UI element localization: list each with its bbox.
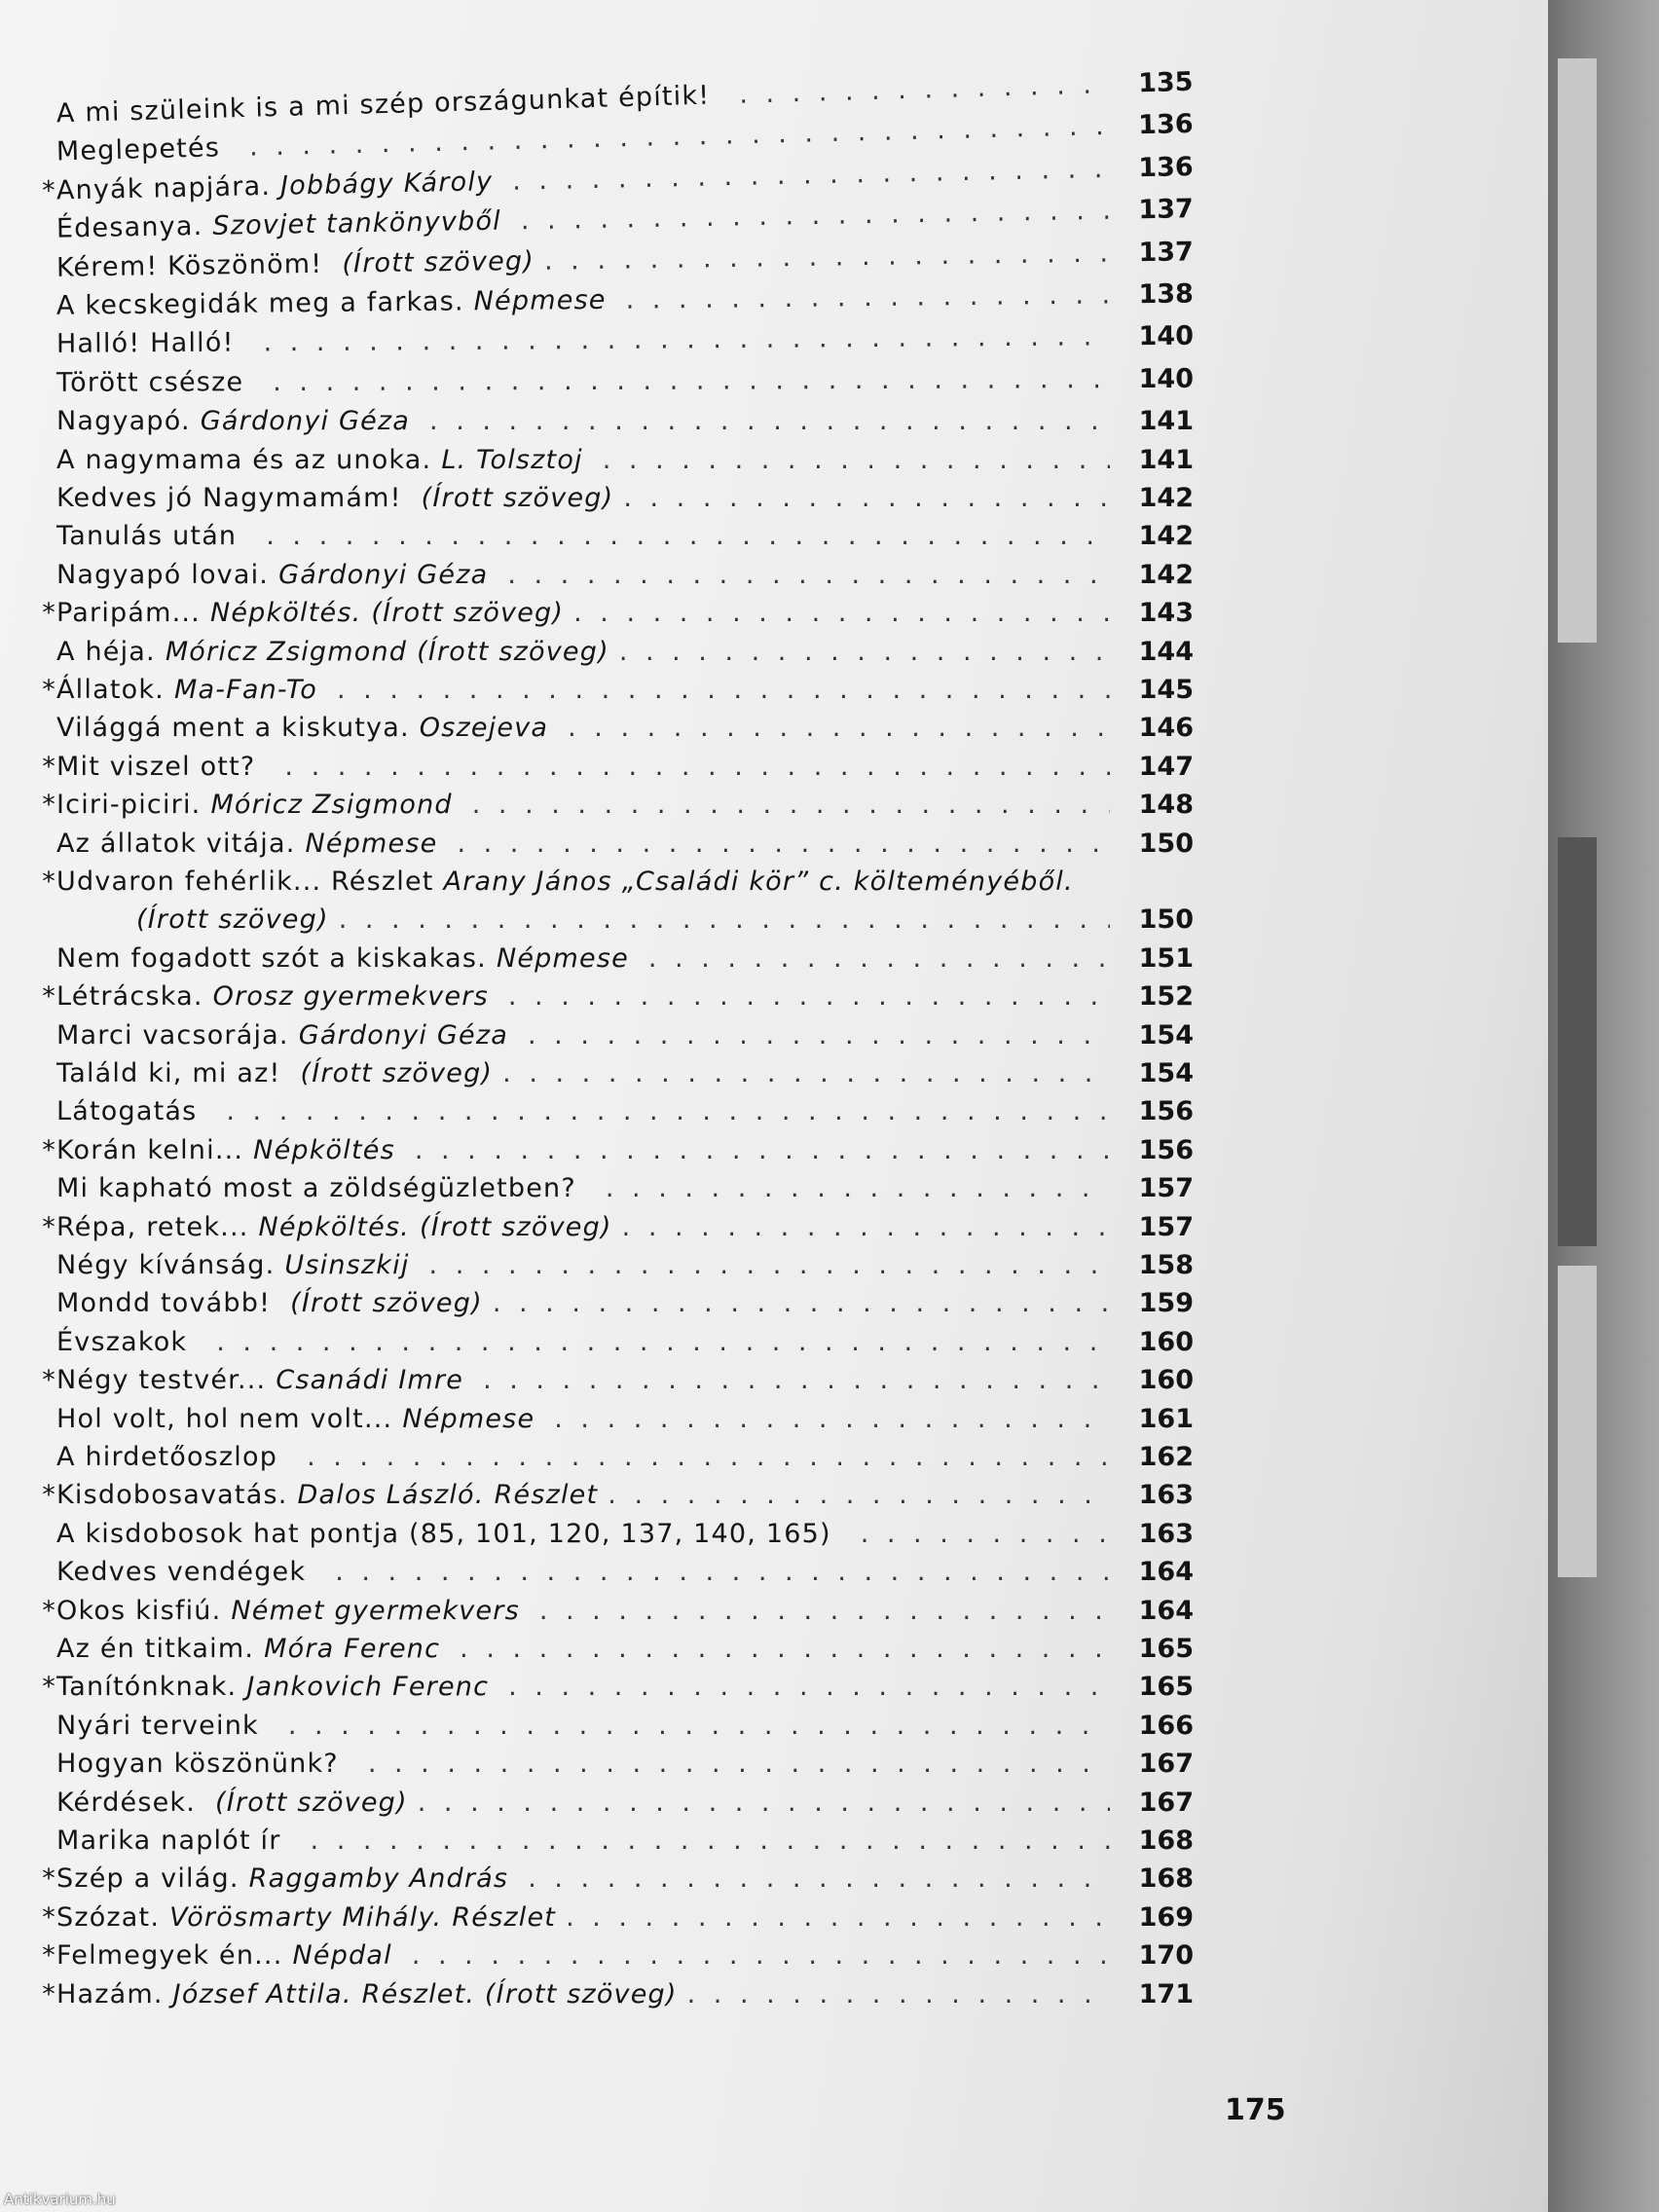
toc-page-number: 160 [1138,1326,1194,1357]
toc-entry [35,1442,1194,1479]
toc-page-number: 154 [1138,1058,1194,1088]
toc-entry [35,560,1194,597]
toc-dot-leader [288,1711,1110,1741]
toc-page-number: 168 [1138,1825,1194,1856]
toc-dot-leader [568,713,1110,743]
toc-dot-leader [368,1749,1110,1779]
toc-page-number: 150 [1138,904,1194,936]
toc-entry [35,1979,1194,2016]
toc-page-number: 167 [1138,1749,1194,1780]
toc-title: Marika naplót ír [56,1825,281,1856]
edge-strip [1558,837,1597,1246]
toc-page-number: 144 [1138,636,1194,667]
toc-author: Vörösmarty Mihály. [169,1901,443,1933]
toc-star-marker: * [42,1978,56,2009]
toc-dot-leader [573,598,1110,628]
toc-page-number: 171 [1138,1978,1194,2009]
toc-page-number: 137 [1138,194,1195,226]
toc-title: Mi kapható most a zöldségüzletben? [56,1173,576,1204]
toc-note: (Írott szöveg) [215,1787,408,1818]
toc-page-number: 152 [1138,981,1194,1013]
toc-page-number: 157 [1138,1173,1194,1204]
toc-author: Népköltés. [209,598,362,629]
toc-entry [35,829,1194,866]
toc-title: Nagyapó lovai. [56,559,270,590]
toc-note: „Családi kör” c. költeményéből. [621,866,1074,897]
toc-dot-leader [273,364,1110,397]
toc-author: Dalos László. [297,1480,485,1511]
toc-star-marker: * [41,175,57,206]
toc-title: Kérem! Köszönöm! [55,248,323,283]
toc-dot-leader [311,1825,1110,1856]
toc-entry [35,1096,1194,1133]
toc-page-number: 142 [1138,559,1194,590]
toc-page-number: 165 [1138,1672,1194,1703]
toc-dot-leader [263,322,1110,358]
toc-star-marker: * [42,1595,56,1626]
toc-dot-leader [226,1096,1110,1126]
toc-dot-leader [335,1557,1110,1587]
toc-note: (Írott szöveg) [419,1211,612,1242]
toc-title: Nem fogadott szót a kiskakas. [56,942,487,974]
toc-dot-leader [429,406,1110,436]
toc-author: L. Tolsztoj [441,444,583,475]
toc-author: Ma-Fan-To [173,675,317,705]
toc-page-number: 142 [1138,483,1194,513]
toc-dot-leader [521,196,1110,237]
toc-entry [35,321,1194,366]
toc-title: Létrácska. [56,981,203,1013]
toc-page-number: 164 [1138,1595,1194,1626]
toc-dot-leader [566,1902,1110,1933]
toc-page-number: 142 [1138,521,1194,552]
toc-title: Találd ki, mi az! [56,1058,281,1088]
edge-strip [1558,1266,1597,1577]
toc-star-marker [35,122,56,123]
toc-title: Kedves jó Nagymamám! [56,483,402,513]
toc-author: Móra Ferenc [264,1634,441,1664]
toc-page-number: 148 [1138,790,1194,821]
toc-author: Népdal [292,1940,392,1972]
toc-title: Hogyan köszönünk? [56,1749,339,1780]
toc-title: A kisdobosok hat pontja (85, 101, 120, 137, 140, 165) [56,1518,831,1549]
toc-page-number: 136 [1137,151,1194,184]
toc-title: Marci vacsorája. [56,1019,289,1051]
toc-dot-leader [619,637,1110,667]
toc-page-number: 141 [1138,406,1194,437]
toc-star-marker: * [42,981,56,1013]
toc-title: Szózat. [56,1901,161,1933]
toc-dot-leader [429,1250,1110,1280]
toc-star-marker: * [42,1365,56,1396]
toc-entry [35,406,1194,443]
toc-title: Látogatás [56,1096,198,1127]
toc-entry [35,1940,1194,1977]
toc-dot-leader [418,1788,1110,1818]
toc-author: Oszejeva [419,713,549,744]
toc-author: Népmese [402,1403,535,1434]
toc-note: (Írott szöveg) [421,483,614,513]
toc-entry [35,904,1194,941]
toc-title: Mit viszel ott? [56,751,256,782]
toc-author: Móricz Zsigmond [165,636,408,667]
toc-page-number: 158 [1138,1250,1194,1280]
toc-entry [35,445,1194,482]
toc-entry [35,713,1194,750]
toc-title: Állatok. [56,675,165,705]
toc-dot-leader [216,1327,1110,1357]
toc-page-number: 150 [1138,828,1194,859]
toc-star-marker: * [42,866,56,897]
toc-title: Répa, retek... [56,1211,249,1242]
toc-note: Részlet. (Írott szöveg) [361,1978,678,2009]
toc-entry [35,1863,1194,1900]
toc-page-number: 170 [1138,1940,1194,1972]
toc-entry [35,1288,1194,1325]
toc-entry [35,483,1194,520]
toc-note: (Írott szöveg) [342,245,535,279]
toc-star-marker: * [42,790,56,821]
toc-page-number: 146 [1138,713,1194,744]
toc-dot-leader [502,1058,1110,1088]
toc-title: Meglepetés [55,132,221,167]
toc-entry [35,1557,1194,1594]
toc-entry [35,1711,1194,1748]
toc-note: (Írott szöveg) [136,904,329,936]
toc-author: Népmese [496,942,629,974]
toc-author: Csanádi Imre [276,1365,464,1396]
toc-page-number: 157 [1138,1211,1194,1242]
toc-dot-leader [648,943,1110,974]
toc-page-number: 136 [1137,109,1194,141]
toc-page-number: 156 [1138,1096,1194,1127]
toc-dot-leader [739,69,1110,110]
toc-page-number: 169 [1138,1901,1194,1933]
toc-title: Tanulás után [56,521,238,552]
toc-title: Halló! Halló! [55,327,235,360]
toc-page-number: 141 [1138,444,1194,475]
page-number: 175 [1225,2093,1286,2127]
toc-entry [35,1327,1194,1364]
toc-author: Usinszkij [284,1250,410,1280]
toc-star-marker: * [42,675,56,705]
toc-page-number: 151 [1138,942,1194,974]
toc-author: Népköltés. [258,1211,410,1242]
toc-title: Hol volt, hol nem volt... [56,1403,393,1434]
toc-title: A nagymama és az unoka. [56,444,432,475]
toc-author: Jankovich Ferenc [246,1672,490,1703]
toc-dot-leader [412,1940,1110,1971]
toc-entry [35,1788,1194,1825]
toc-title: Tanítónknak. [56,1672,238,1703]
toc-dot-leader [603,445,1110,475]
toc-title: Négy testvér... [56,1365,267,1396]
toc-title: A héja. [56,636,156,667]
toc-dot-leader [493,1288,1110,1318]
toc-title: Nyári terveink [56,1710,259,1741]
toc-title: Okos kisfiú. [56,1595,222,1626]
toc-star-marker: * [42,1901,56,1933]
toc-page-number: 164 [1138,1557,1194,1588]
toc-dot-leader [508,981,1110,1012]
toc-title: Az én titkaim. [56,1634,255,1664]
toc-dot-leader [284,752,1110,782]
toc-dot-leader [472,790,1110,820]
toc-title: Kedves vendégek [56,1557,307,1588]
toc-note: (Írott szöveg) [300,1058,494,1088]
toc-dot-leader [528,1863,1110,1894]
toc-author: József Attila. [172,1978,352,2009]
toc-entry [35,598,1194,635]
toc-entry [35,1825,1194,1862]
toc-entry [35,364,1194,405]
toc-title: Udvaron fehérlik... Részlet [56,866,434,897]
toc-entry [35,1135,1194,1172]
toc-page-number: 166 [1138,1710,1194,1741]
toc-author: Szovjet tankönyvből [212,205,502,242]
toc-page-number: 161 [1138,1403,1194,1434]
toc-dot-leader [606,1173,1110,1203]
toc-entry [35,1672,1194,1709]
toc-title: Korán kelni... [56,1134,244,1165]
toc-star-marker: * [42,1480,56,1511]
toc-dot-leader [539,1596,1110,1626]
toc-author: Német gyermekvers [231,1595,520,1626]
toc-note: Részlet [494,1480,599,1511]
toc-entry [35,1596,1194,1633]
toc-title: Világgá ment a kiskutya. [56,713,410,744]
toc-page-number: 168 [1138,1863,1194,1895]
toc-author: Móricz Zsigmond [210,790,453,821]
toc-entry [35,521,1194,558]
toc-title: Mondd tovább! [56,1288,272,1319]
toc-page-number: 138 [1138,278,1195,311]
toc-dot-leader [483,1365,1110,1395]
toc-entry [35,1749,1194,1786]
toc-note: (Írott szöveg) [417,636,609,667]
toc-page-number: 165 [1138,1634,1194,1664]
toc-page-number: 167 [1138,1787,1194,1818]
toc-dot-leader [507,560,1110,590]
toc-page-number: 162 [1138,1442,1194,1472]
toc-entry [35,1634,1194,1671]
toc-entry [35,943,1194,980]
toc-entry [35,1519,1194,1556]
toc-page-number: 160 [1138,1365,1194,1396]
toc-dot-leader [625,279,1110,314]
toc-star-marker: * [42,1134,56,1165]
toc-star-marker: * [42,598,56,629]
toc-dot-leader [554,1404,1110,1434]
toc-author: Népmese [473,284,607,317]
toc-title: Törött csésze [55,367,244,398]
toc-entry [35,866,1194,903]
toc-entry [35,1058,1194,1095]
toc-title: Iciri-piciri. [56,790,202,821]
toc-entry [35,1404,1194,1441]
toc-dot-leader [544,238,1110,276]
toc-dot-leader [528,1020,1110,1051]
toc-title: Anyák napjára. [55,170,272,206]
toc-entry [35,675,1194,712]
toc-page-number: 135 [1137,66,1194,99]
toc-dot-leader [339,904,1110,935]
toc-author: Raggamby András [248,1863,509,1895]
toc-title: Nagyapó. [56,406,191,437]
toc-page-number: 159 [1138,1288,1194,1319]
toc-star-marker: * [42,1940,56,1972]
toc-page-number: 137 [1138,236,1195,268]
toc-dot-leader [457,829,1110,859]
toc-title: Édesanya. [55,211,203,244]
toc-dot-leader [266,521,1110,551]
toc-page-number: 156 [1138,1134,1194,1165]
toc-entry [35,981,1194,1018]
toc-entry [35,1020,1194,1057]
toc-title: Négy kívánság. [56,1250,276,1280]
toc-entry [35,752,1194,789]
toc-star-marker: * [42,1211,56,1242]
toc-title: A kecskegidák meg a farkas. [55,286,464,321]
toc-author: Népmese [305,828,438,859]
toc-dot-leader [508,1672,1110,1702]
toc-dot-leader [337,675,1110,705]
toc-star-marker: * [42,1863,56,1895]
toc-author: Orosz gyermekvers [212,981,489,1013]
toc-dot-leader [622,1212,1110,1242]
toc-dot-leader [687,1979,1110,2009]
toc-title: Kisdobosavatás. [56,1480,288,1511]
toc-author: Népköltés [253,1134,395,1165]
toc-note: Részlet [452,1901,557,1933]
toc-title: Hazám. [56,1978,164,2009]
toc-title: A mi szüleink is a mi szép országunkat építik! [55,80,711,129]
toc-entry [35,1365,1194,1402]
toc-entry [35,1173,1194,1210]
toc-entry [35,637,1194,674]
toc-entry [35,1480,1194,1517]
watermark: Antikvarium.hu [4,2191,116,2208]
toc-star-marker [35,161,56,162]
toc-dot-leader [623,483,1110,513]
toc-author: Gárdonyi Géza [200,406,411,437]
toc-star-marker: * [42,751,56,782]
toc-page-number: 140 [1138,363,1195,394]
toc-author: Arany János [443,866,612,897]
toc-page-number: 163 [1138,1518,1194,1549]
toc-dot-leader [861,1519,1110,1549]
toc-entry [35,790,1194,827]
toc-author: Jobbágy Károly [279,166,494,202]
toc-author: Gárdonyi Géza [298,1019,508,1051]
toc-page-number: 154 [1138,1019,1194,1051]
toc-title: Évszakok [56,1326,188,1357]
toc-dot-leader [307,1442,1110,1472]
toc-note: (Írott szöveg) [290,1288,483,1319]
toc-page-number: 163 [1138,1480,1194,1511]
toc-dot-leader [460,1634,1110,1664]
toc-page-number: 143 [1138,598,1194,629]
toc-dot-leader [415,1135,1110,1165]
toc-entry [35,1212,1194,1249]
toc-title: Az állatok vitája. [56,828,296,859]
toc-title: Paripám... [56,598,201,629]
toc-entry [35,1250,1194,1287]
toc-title: A hirdetőoszlop [56,1442,278,1472]
toc-page-number: 140 [1138,321,1195,352]
toc-title: Felmegyek én... [56,1940,283,1972]
toc-star-marker: * [42,1672,56,1703]
toc-note: (Írott szöveg) [371,598,565,629]
toc-author: Gárdonyi Géza [278,559,489,590]
toc-title: Kérdések. [56,1787,197,1818]
toc-page-number: 145 [1138,675,1194,705]
toc-page-number: 147 [1138,751,1194,782]
edge-strip [1558,58,1597,643]
toc-title: Szép a világ. [56,1863,240,1895]
toc-dot-leader [608,1480,1110,1510]
toc-entry [35,1902,1194,1939]
